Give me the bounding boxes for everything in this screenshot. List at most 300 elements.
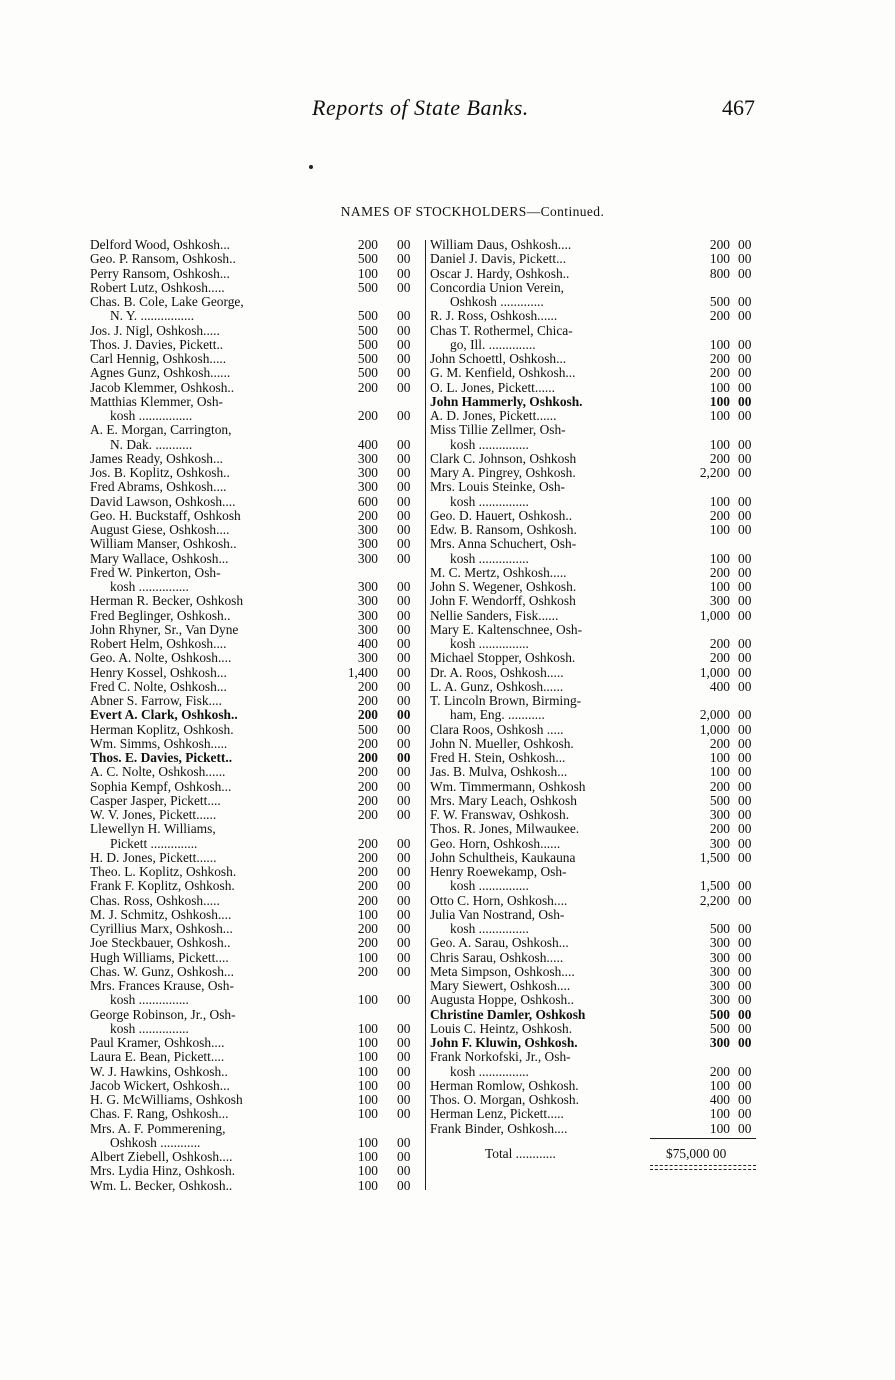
stockholder-name: ham, Eng. ........... [450,707,545,723]
stockholder-row [430,438,760,452]
stockholder-row [90,381,418,395]
share-dollars: 500 [357,365,378,381]
share-dollars: 200 [357,807,378,822]
stockholder-name: Meta Simpson, Oshkosh.... [430,963,575,979]
stockholder-row [90,366,418,380]
share-cents: 00 [738,294,752,309]
share-cents: 00 [738,992,752,1008]
share-dollars: 200 [357,778,378,794]
stockholder-name: John F. Wendorff, Oshkosh [430,593,576,609]
stockholder-row [90,723,418,737]
share-dollars: 100 [709,550,730,566]
stockholder-name: Frank Binder, Oshkosh.... [430,1120,568,1136]
stockholder-row [90,1065,418,1079]
stockholder-name: Dr. A. Roos, Oshkosh..... [430,664,564,680]
stockholder-row [90,566,418,580]
stockholder-row [90,808,418,822]
stockholder-row [430,837,760,851]
share-dollars: 300 [709,963,730,979]
stockholder-name: Thos. E. Davies, Pickett.. [90,750,233,765]
share-dollars: 200 [357,693,378,708]
stockholder-row [90,1036,418,1050]
share-cents: 00 [738,550,752,566]
stockholder-name: Jacob Klemmer, Oshkosh.. [90,379,235,395]
share-dollars: 100 [709,251,730,267]
stockholder-row [430,808,760,822]
share-dollars: 100 [709,522,730,537]
stockholder-name: Abner S. Farrow, Fisk.... [90,693,222,708]
share-dollars: 500 [357,279,378,295]
share-cents: 00 [397,693,411,708]
share-dollars: 200 [709,821,730,837]
share-cents: 00 [738,878,752,894]
share-dollars: 200 [357,507,378,523]
stockholder-row [430,979,760,993]
share-dollars: 300 [357,650,378,666]
stockholder-name: Henry Kossel, Oshkosh... [90,664,227,680]
stockholder-name: Augusta Hoppe, Oshkosh.. [430,992,574,1008]
stockholder-name: Llewellyn H. Williams, [90,821,216,837]
share-dollars: 200 [709,1063,730,1079]
stockholder-row [90,252,418,266]
share-dollars: 500 [357,721,378,737]
stockholder-name: Geo. H. Buckstaff, Oshkosh [90,507,241,523]
stockholder-name: Mrs. A. F. Pommerening, [90,1120,226,1136]
share-dollars: 100 [357,1049,378,1065]
stockholder-row [90,338,418,352]
share-cents: 00 [397,1163,411,1179]
share-dollars: 300 [709,1035,730,1050]
share-dollars: 200 [357,408,378,423]
stockholder-row [90,1079,418,1093]
share-cents: 00 [738,507,752,523]
stockholder-row [90,822,418,836]
share-dollars: 200 [357,237,378,252]
stockholder-name: Miss Tillie Zellmer, Osh- [430,422,566,438]
stockholder-row [430,865,760,879]
stockholder-row [430,1122,760,1136]
share-cents: 00 [738,308,752,324]
share-cents: 00 [738,1063,752,1079]
share-cents: 00 [397,707,411,723]
share-dollars: 300 [357,450,378,466]
share-dollars: 200 [357,963,378,979]
stockholder-name: Clark C. Johnson, Oshkosh [430,450,577,466]
share-dollars: 300 [357,550,378,566]
share-cents: 00 [397,807,411,822]
share-cents: 00 [397,336,411,352]
share-dollars: 500 [357,251,378,267]
share-cents: 00 [397,536,411,552]
share-cents: 00 [397,906,411,922]
page-number: 467 [722,95,755,120]
stockholder-name: Mrs. Frances Krause, Osh- [90,978,234,993]
stockholder-row [430,238,760,252]
share-dollars: 200 [357,379,378,395]
share-dollars: 500 [709,1020,730,1036]
stockholder-name: Geo. D. Hauert, Oshkosh.. [430,507,573,523]
share-cents: 00 [397,678,411,694]
stockholder-name: Robert Helm, Oshkosh.... [90,636,227,651]
share-dollars: 100 [357,1163,378,1179]
stockholder-name: Oshkosh ............ [110,1134,201,1150]
share-dollars: 100 [709,493,730,509]
share-cents: 00 [738,807,752,822]
share-cents: 00 [397,607,411,623]
share-cents: 00 [738,921,752,936]
stockholder-name: H. D. Jones, Pickett...... [90,849,217,865]
share-cents: 00 [397,735,411,751]
stockholder-name: kosh ............... [450,878,529,894]
share-cents: 00 [397,251,411,267]
stockholder-row [430,794,760,808]
share-cents: 00 [397,1092,411,1107]
share-dollars: 2,200 [699,465,730,480]
stockholder-row [430,395,760,409]
stockholder-name: O. L. Jones, Pickett...... [430,379,555,395]
stockholder-row [90,780,418,794]
share-cents: 00 [738,436,752,452]
stockholder-row [430,751,760,765]
share-dollars: 100 [357,1106,378,1122]
section-title-text: NAMES OF STOCKHOLDERS—Continued. [340,204,605,219]
share-cents: 00 [397,1177,411,1193]
share-dollars: 100 [709,436,730,452]
share-cents: 00 [738,678,752,694]
share-dollars: 300 [709,978,730,993]
stockholder-row [90,879,418,893]
stockholder-name: Herman Romlow, Oshkosh. [430,1077,579,1093]
share-dollars: 400 [357,436,378,452]
stockholder-row [90,580,418,594]
share-cents: 00 [397,436,411,452]
share-cents: 00 [397,1149,411,1164]
share-cents: 00 [397,792,411,808]
share-dollars: 500 [357,308,378,324]
stockholder-name: kosh ............... [450,636,529,651]
share-dollars: 200 [709,778,730,794]
stockholder-name: N. Dak. ........... [110,436,193,452]
stockholder-row [90,623,418,637]
stockholder-name: go, Ill. .............. [450,336,536,352]
stockholder-row [90,737,418,751]
stockholder-name: Oshkosh ............. [450,294,544,309]
share-dollars: 100 [709,1120,730,1136]
share-dollars: 200 [357,849,378,865]
stockholder-name: Herman R. Becker, Oshkosh [90,593,244,609]
stockholders-right-column [430,238,760,1136]
stockholder-row [90,837,418,851]
stockholder-row [430,423,760,437]
stockholder-row [90,637,418,651]
stockholder-row [90,423,418,437]
stockholder-row [430,381,760,395]
share-cents: 00 [738,607,752,623]
share-dollars: 200 [357,792,378,808]
share-cents: 00 [397,450,411,466]
stockholder-row [90,794,418,808]
stockholder-row [430,552,760,566]
share-cents: 00 [738,1120,752,1136]
stockholder-name: Evert A. Clark, Oshkosh.. [90,707,238,723]
column-divider [425,240,426,1190]
share-cents: 00 [397,493,411,509]
stockholder-row [430,452,760,466]
stockholder-name: kosh ............... [110,1020,189,1036]
stockholder-row [430,1036,760,1050]
stockholders-left-column [90,238,418,1193]
stockholder-name: kosh ............... [450,921,529,936]
share-dollars: 200 [709,237,730,252]
stockholder-row [430,366,760,380]
share-cents: 00 [397,593,411,609]
stockholder-name: kosh ............... [110,992,189,1008]
share-dollars: 100 [357,1177,378,1193]
stockholder-row [90,509,418,523]
share-cents: 00 [397,351,411,366]
share-cents: 00 [738,821,752,837]
share-dollars: 100 [357,265,378,281]
stockholder-name: Mrs. Louis Steinke, Osh- [430,479,566,495]
stockholder-name: Fred W. Pinkerton, Osh- [90,564,221,580]
share-dollars: 1,500 [699,878,730,894]
stockholder-name: Fred Beglinger, Oshkosh.. [90,607,231,623]
share-dollars: 100 [709,393,730,409]
stockholder-row [90,495,418,509]
stockholder-row [90,609,418,623]
share-cents: 00 [397,849,411,865]
stockholder-row [90,267,418,281]
stockholder-row [90,680,418,694]
share-dollars: 100 [709,1106,730,1122]
stockholder-row [90,651,418,665]
stockholder-name: Jos. B. Koplitz, Oshkosh.. [90,465,230,480]
share-dollars: 100 [357,1063,378,1079]
share-cents: 00 [397,650,411,666]
share-dollars: 500 [709,792,730,808]
stockholder-name: Edw. B. Ransom, Oshkosh. [430,522,577,537]
share-dollars: 300 [709,807,730,822]
stockholder-name: W. J. Hawkins, Oshkosh.. [90,1063,228,1079]
stockholder-name: Geo. A. Nolte, Oshkosh.... [90,650,232,666]
stockholder-row [90,281,418,295]
section-title [0,204,895,220]
stockholder-row [430,1093,760,1107]
stockholder-row [90,1050,418,1064]
stockholder-row [430,623,760,637]
share-cents: 00 [738,408,752,423]
stockholder-row [90,851,418,865]
share-cents: 00 [738,778,752,794]
share-dollars: 1,000 [699,721,730,737]
share-dollars: 300 [357,621,378,637]
stockholder-row [90,765,418,779]
share-cents: 00 [397,1077,411,1093]
share-cents: 00 [397,237,411,252]
share-dollars: 400 [357,636,378,651]
share-dollars: 200 [709,365,730,381]
share-cents: 00 [738,1035,752,1050]
share-dollars: 300 [357,536,378,552]
stockholder-row [430,894,760,908]
share-cents: 00 [738,792,752,808]
share-dollars: 500 [357,351,378,366]
share-cents: 00 [738,351,752,366]
share-cents: 00 [738,465,752,480]
share-dollars: 2,200 [699,892,730,908]
stockholder-name: Theo. L. Koplitz, Oshkosh. [90,864,237,879]
stockholder-name: Geo. Horn, Oshkosh...... [430,835,561,851]
share-cents: 00 [738,963,752,979]
share-cents: 00 [397,1134,411,1150]
share-cents: 00 [738,237,752,252]
stockholder-name: Daniel J. Davis, Pickett... [430,251,567,267]
total-double-rule-lower [650,1169,756,1170]
share-dollars: 100 [357,1149,378,1164]
share-dollars: 200 [709,564,730,580]
stockholder-name: John Schoettl, Oshkosh... [430,351,567,366]
stockholder-name: T. Lincoln Brown, Birming- [430,693,582,708]
stockholder-name: Wm. Simms, Oshkosh..... [90,735,228,751]
stockholder-row [90,466,418,480]
stockholder-row [90,438,418,452]
share-dollars: 300 [709,593,730,609]
stockholder-name: Chris Sarau, Oshkosh..... [430,949,564,965]
stockholder-name: Laura E. Bean, Pickett.... [90,1049,225,1065]
stockholder-name: kosh ............... [450,550,529,566]
stockholder-name: R. J. Ross, Oshkosh...... [430,308,558,324]
share-cents: 00 [738,650,752,666]
stockholder-name: Louis C. Heintz, Oshkosh. [430,1020,573,1036]
stockholder-row [90,1093,418,1107]
stockholder-row [90,1107,418,1121]
share-dollars: 200 [709,650,730,666]
stockholder-row [430,637,760,651]
share-cents: 00 [738,636,752,651]
stockholder-row [90,352,418,366]
stockholder-name: Concordia Union Verein, [430,279,565,295]
share-dollars: 100 [709,336,730,352]
share-dollars: 100 [357,1092,378,1107]
stockholder-row [90,480,418,494]
share-cents: 00 [397,279,411,295]
share-dollars: 100 [357,992,378,1008]
stockholder-row [430,281,760,295]
share-dollars: 200 [709,351,730,366]
share-cents: 00 [397,507,411,523]
share-dollars: 500 [357,336,378,352]
share-dollars: 2,000 [699,707,730,723]
stockholder-row [90,751,418,765]
stockholder-row [430,780,760,794]
stockholder-name: Thos. O. Morgan, Oshkosh. [430,1092,579,1107]
share-dollars: 100 [357,1077,378,1093]
share-cents: 00 [397,322,411,338]
stockholder-name: Jos. J. Nigl, Oshkosh..... [90,322,220,338]
share-cents: 00 [397,621,411,637]
stockholder-row [90,238,418,252]
stockholder-row [430,908,760,922]
stockholder-name: John F. Kluwin, Oshkosh. [430,1035,578,1050]
stockholder-row [430,666,760,680]
stockholder-row [430,309,760,323]
stockholder-row [430,1050,760,1064]
stockholder-name: Sophia Kempf, Oshkosh... [90,778,232,794]
stockholder-name: Thos. J. Davies, Pickett.. [90,336,224,352]
share-cents: 00 [738,735,752,751]
share-cents: 00 [738,1077,752,1093]
share-cents: 00 [738,579,752,594]
stockholder-row [90,666,418,680]
stockholder-name: Jacob Wickert, Oshkosh... [90,1077,230,1093]
stockholder-row [430,965,760,979]
stockholder-row [430,1008,760,1022]
share-dollars: 400 [709,678,730,694]
share-dollars: 1,000 [699,664,730,680]
share-cents: 00 [397,750,411,765]
share-cents: 00 [397,1106,411,1122]
share-dollars: 300 [709,935,730,951]
share-cents: 00 [738,721,752,737]
stockholder-row [430,993,760,1007]
stockholder-name: L. A. Gunz, Oshkosh...... [430,678,564,694]
stockholder-row [90,395,418,409]
stockholder-row [90,922,418,936]
share-dollars: 200 [357,921,378,936]
stockholder-row [430,523,760,537]
share-cents: 00 [738,978,752,993]
stockholder-name: F. W. Franswav, Oshkosh. [430,807,570,822]
stockholder-row [430,708,760,722]
share-cents: 00 [397,1063,411,1079]
share-cents: 00 [397,764,411,780]
stockholder-row [90,979,418,993]
share-cents: 00 [397,408,411,423]
share-cents: 00 [397,579,411,594]
stockholder-name: kosh ............... [450,493,529,509]
stockholder-name: Mary Siewert, Oshkosh.... [430,978,571,993]
stockholder-name: Carl Hennig, Oshkosh..... [90,351,227,366]
stockholder-row [90,865,418,879]
share-cents: 00 [738,522,752,537]
stockholder-row [90,552,418,566]
stockholder-name: Julia Van Nostrand, Osh- [430,906,565,922]
stockholder-row [90,1022,418,1036]
stockholder-name: August Giese, Oshkosh.... [90,522,230,537]
stockholder-row [90,1179,418,1193]
share-dollars: 100 [709,1077,730,1093]
share-dollars: 400 [709,1092,730,1107]
total-double-rule-upper [650,1165,756,1166]
stockholder-row [430,509,760,523]
share-cents: 00 [397,864,411,879]
share-dollars: 1,500 [699,849,730,865]
stockholder-name: Geo. A. Sarau, Oshkosh... [430,935,569,951]
stockholder-row [90,523,418,537]
share-cents: 00 [738,564,752,580]
stockholder-row [90,993,418,1007]
stockholder-row [90,936,418,950]
share-cents: 00 [738,1006,752,1022]
stockholder-row [90,708,418,722]
stockholder-name: H. G. McWilliams, Oshkosh [90,1092,243,1107]
share-cents: 00 [397,522,411,537]
stockholder-row [430,851,760,865]
stockholder-name: A. E. Morgan, Carrington, [90,422,232,438]
stockholder-name: Thos. R. Jones, Milwaukee. [430,821,580,837]
share-cents: 00 [397,265,411,281]
stockholder-row [430,409,760,423]
